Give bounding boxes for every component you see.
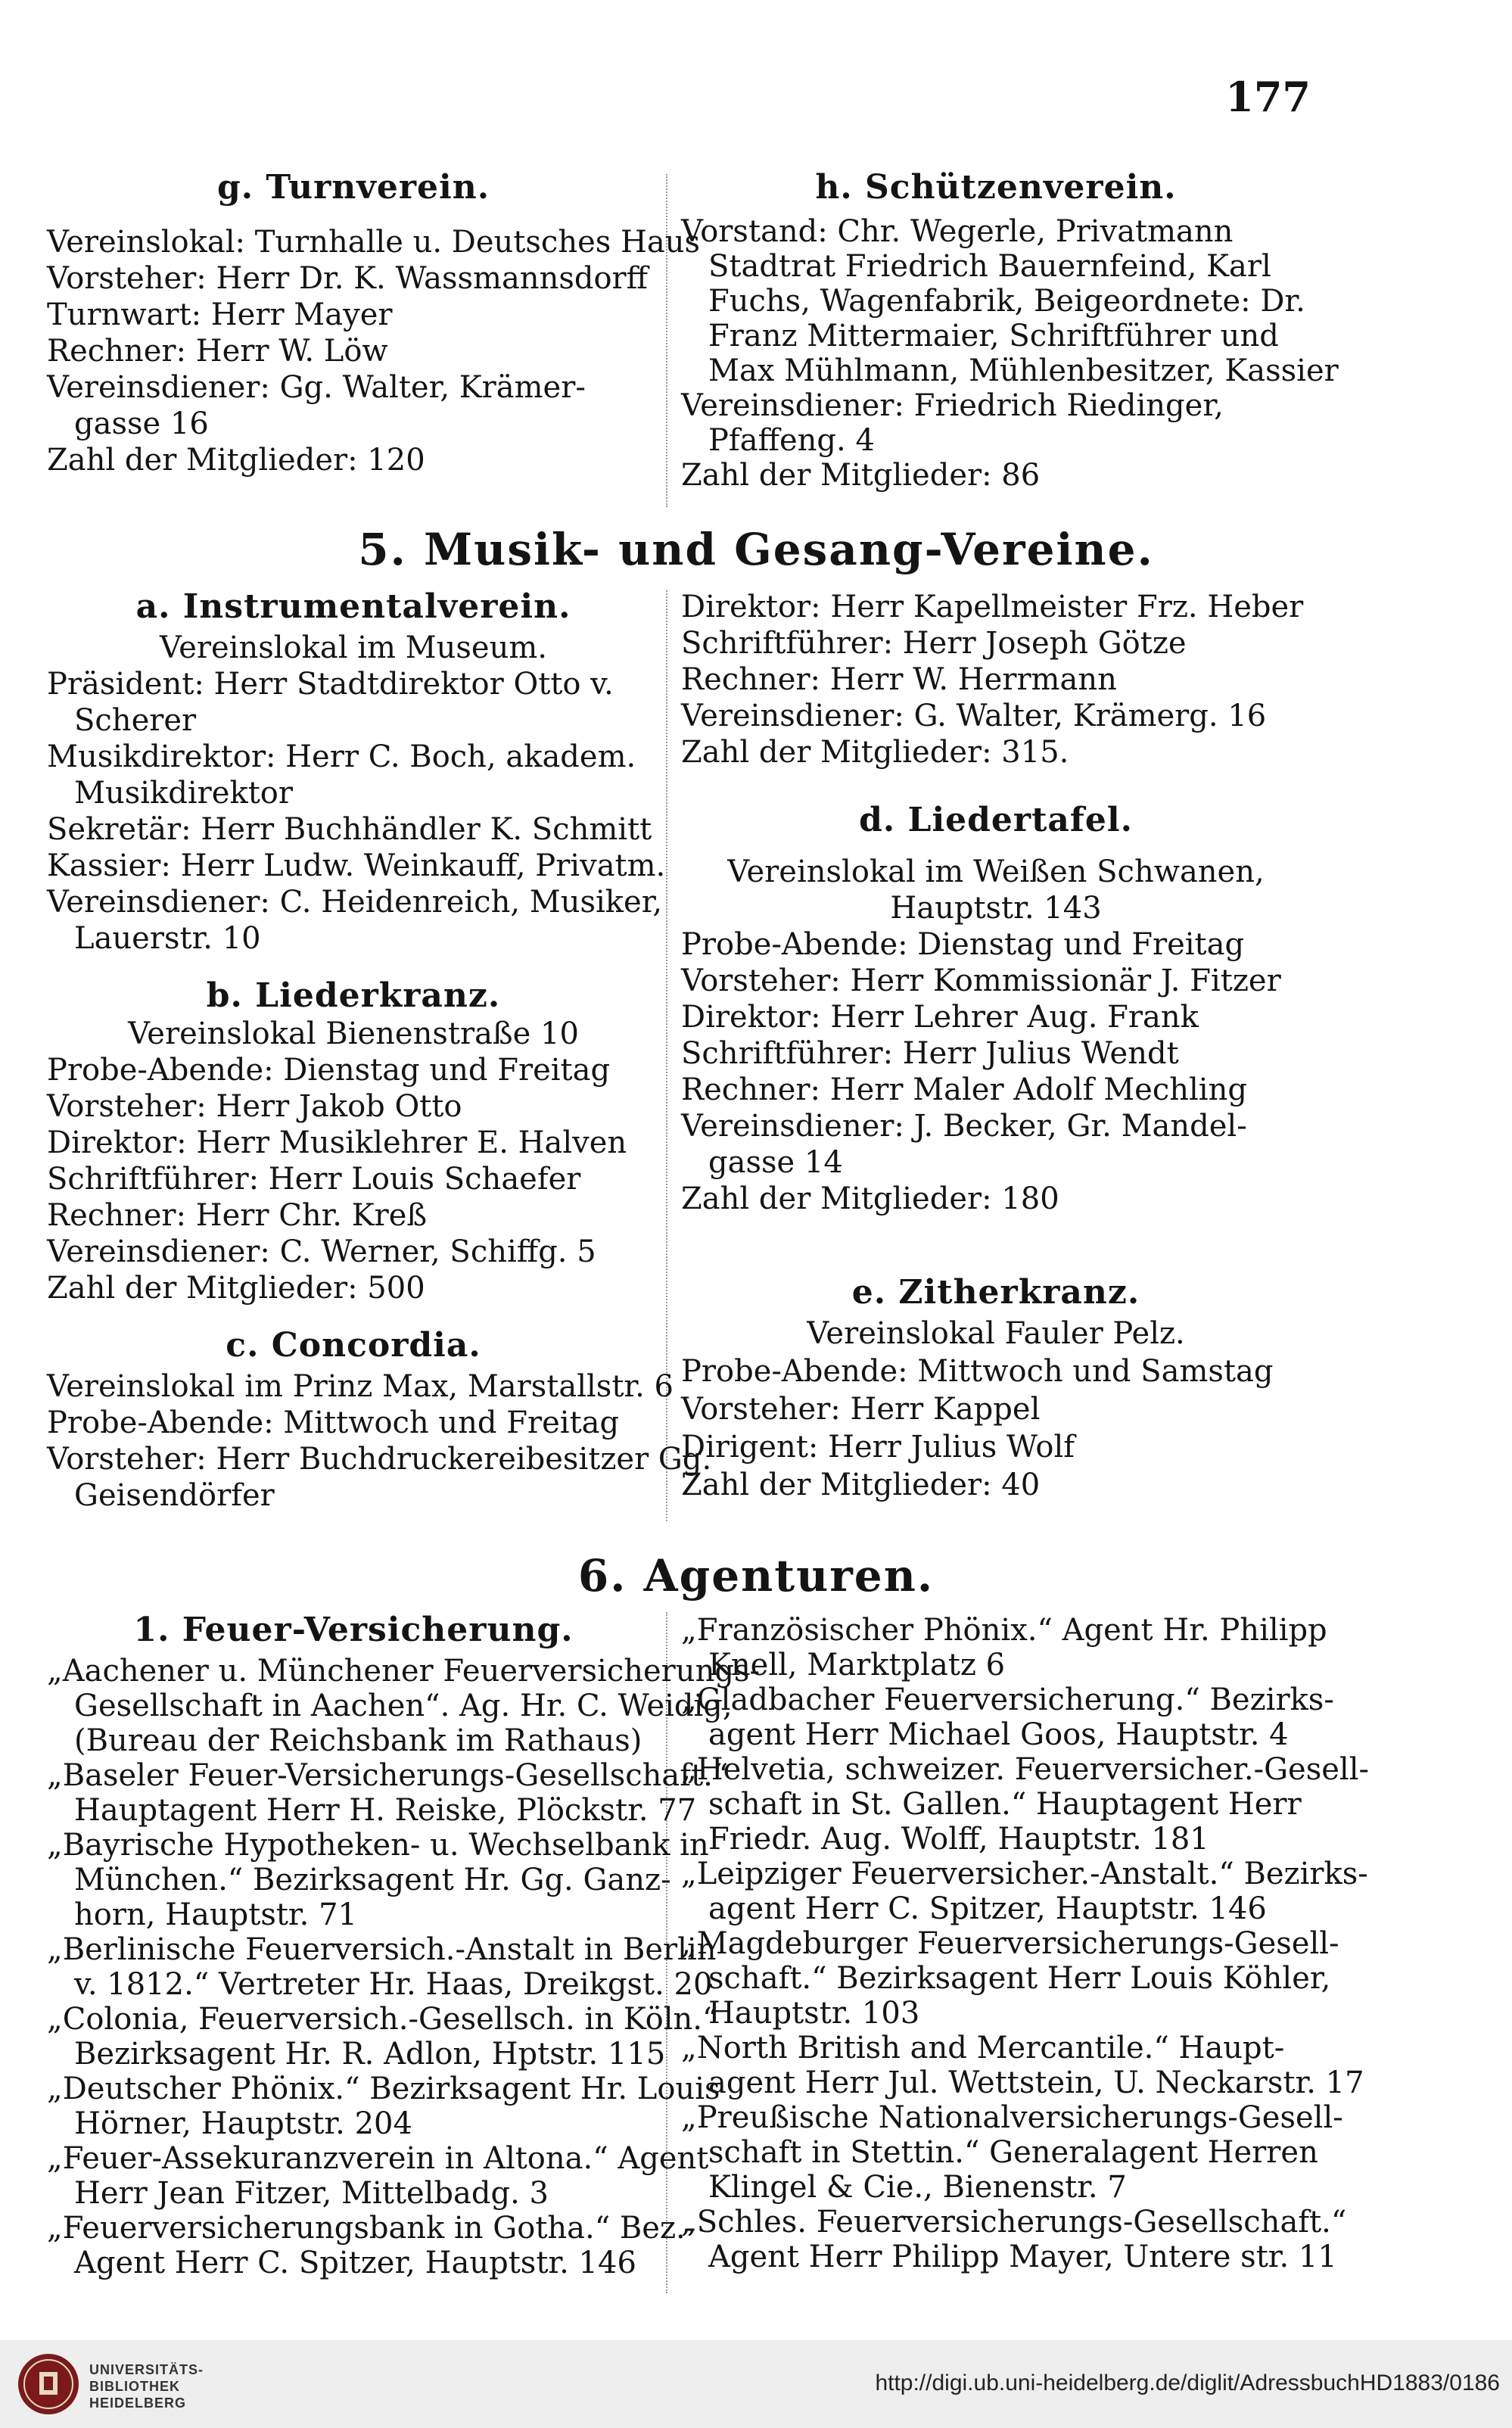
text-line: „Feuer-Assekuranzverein in Altona.“ Agent (47, 2141, 709, 2176)
text-line: gasse 16 (74, 406, 209, 441)
block-title: g. Turnverein. (216, 168, 490, 207)
block-title: h. Schützenverein. (815, 168, 1177, 207)
text-line: Herr Jean Fitzer, Mittelbadg. 3 (74, 2176, 549, 2211)
text-line: Probe-Abende: Mittwoch und Freitag (47, 1405, 620, 1440)
text-line: Gesellschaft in Aachen“. Ag. Hr. C. Weidig, (74, 1689, 733, 1723)
text-line: Rechner: Herr W. Herrmann (681, 662, 1117, 697)
text-line: Direktor: Herr Lehrer Aug. Frank (681, 1000, 1199, 1035)
page-number: 177 (1225, 73, 1311, 121)
text-line: schaft in Stettin.“ Generalagent Herren (708, 2135, 1318, 2170)
text-line: Präsident: Herr Stadtdirektor Otto v. (47, 667, 614, 702)
text-line: Vereinsdiener: Friedrich Riedinger, (681, 388, 1224, 423)
text-line: Vereinslokal im Weißen Schwanen, (727, 854, 1265, 889)
text-line: „Deutscher Phönix.“ Bezirksagent Hr. Louis (47, 2072, 720, 2106)
text-line: Scherer (74, 703, 197, 738)
text-line: „Colonia, Feuerversich.-Gesellsch. in Köln.“ (47, 2002, 718, 2037)
text-line: agent Herr Michael Goos, Hauptstr. 4 (708, 1717, 1289, 1752)
text-line: Rechner: Herr Chr. Kreß (47, 1198, 428, 1233)
text-line: horn, Hauptstr. 71 (74, 1897, 357, 1932)
column-separator (666, 174, 667, 507)
university-seal-icon (17, 2352, 80, 2416)
text-line: „Französischer Phönix.“ Agent Hr. Philipp (681, 1613, 1327, 1648)
text-line: „Leipziger Feuerversicher.-Anstalt.“ Bezirks- (681, 1857, 1368, 1891)
text-line: Vorsteher: Herr Buchdruckereibesitzer Gg. (47, 1442, 712, 1477)
text-line: Agent Herr Philipp Mayer, Untere str. 11 (708, 2240, 1337, 2274)
footer-logo-text (89, 2361, 204, 2411)
text-line: (Bureau der Reichsbank im Rathaus) (74, 1723, 642, 1758)
text-line: Sekretär: Herr Buchhändler K. Schmitt (47, 812, 652, 847)
text-line: „Preußische Nationalversicherungs-Gesell- (681, 2100, 1343, 2135)
text-line: v. 1812.“ Vertreter Hr. Haas, Dreikgst. 20 (74, 1967, 713, 2002)
text-line: Schriftführer: Herr Julius Wendt (681, 1036, 1179, 1071)
footer-url-link[interactable]: http://digi.ub.uni-heidelberg.de/diglit/AdressbuchHD1883/0186 (875, 2370, 1500, 2395)
text-line: Vereinsdiener: Gg. Walter, Krämer- (47, 370, 586, 405)
text-line: Vereinslokal Bienenstraße 10 (128, 1016, 579, 1051)
text-line: Friedr. Aug. Wolff, Hauptstr. 181 (708, 1822, 1209, 1857)
footer-logo-line: BIBLIOTHEK (89, 2379, 180, 2394)
text-line: Vereinslokal im Museum. (160, 630, 547, 665)
text-line: Hauptagent Herr H. Reiske, Plöckstr. 77 (74, 1793, 697, 1828)
block-title: d. Liedertafel. (859, 801, 1133, 839)
text-line: Direktor: Herr Kapellmeister Frz. Heber (681, 590, 1304, 624)
text-line: schaft.“ Bezirksagent Herr Louis Köhler, (708, 1961, 1331, 1996)
text-line: Vereinslokal im Prinz Max, Marstallstr. 6 (47, 1369, 674, 1404)
text-line: Probe-Abende: Dienstag und Freitag (681, 927, 1245, 962)
text-line: Klingel & Cie., Bienenstr. 7 (708, 2170, 1127, 2205)
text-line: Zahl der Mitglieder: 500 (47, 1271, 425, 1306)
text-line: Zahl der Mitglieder: 86 (681, 458, 1041, 493)
text-line: Hörner, Hauptstr. 204 (74, 2106, 412, 2141)
text-line: „Aachener u. Münchener Feuerversicherungs- (47, 1654, 760, 1689)
text-line: „Baseler Feuer-Versicherungs-Gesellschaft.“ (47, 1758, 729, 1793)
section-heading: 5. Musik- und Gesang-Vereine. (358, 524, 1154, 575)
text-line: Fuchs, Wagenfabrik, Beigeordnete: Dr. (708, 284, 1305, 319)
block-title: c. Concordia. (226, 1326, 481, 1365)
text-line: agent Herr C. Spitzer, Hauptstr. 146 (708, 1891, 1267, 1926)
text-line: Probe-Abende: Mittwoch und Samstag (681, 1354, 1274, 1389)
text-line: Vorstand: Chr. Wegerle, Privatmann (681, 214, 1234, 249)
text-line: „Helvetia, schweizer. Feuerversicher.-Gesell- (681, 1752, 1370, 1787)
text-line: Vereinsdiener: C. Werner, Schiffg. 5 (47, 1234, 596, 1269)
text-line: Schriftführer: Herr Joseph Götze (681, 626, 1187, 661)
text-line: Direktor: Herr Musiklehrer E. Halven (47, 1125, 627, 1160)
footer-logo-line: UNIVERSITÄTS- (89, 2362, 204, 2377)
text-line: Vorsteher: Herr Jakob Otto (47, 1089, 462, 1124)
footer-bar (0, 2340, 1512, 2428)
text-line: Turnwart: Herr Mayer (47, 297, 393, 332)
text-line: Vorsteher: Herr Kommissionär J. Fitzer (681, 963, 1281, 998)
text-line: Vereinsdiener: C. Heidenreich, Musiker, (47, 885, 663, 920)
text-line: Vorsteher: Herr Dr. K. Wassmannsdorff (47, 261, 649, 296)
text-line: Hauptstr. 103 (708, 1996, 920, 2031)
text-line: Geisendörfer (74, 1478, 275, 1513)
text-line: Zahl der Mitglieder: 40 (681, 1468, 1041, 1502)
text-line: „Feuerversicherungsbank in Gotha.“ Bez.- (47, 2211, 696, 2246)
text-line: Schriftführer: Herr Louis Schaefer (47, 1162, 581, 1197)
text-line: Bezirksagent Hr. R. Adlon, Hptstr. 115 (74, 2037, 666, 2072)
text-line: München.“ Bezirksagent Hr. Gg. Ganz- (74, 1863, 671, 1897)
footer-logo-line: HEIDELBERG (89, 2395, 187, 2411)
text-line: Probe-Abende: Dienstag und Freitag (47, 1053, 611, 1088)
text-line: Hauptstr. 143 (890, 891, 1102, 926)
text-line: Zahl der Mitglieder: 315. (681, 735, 1069, 770)
text-line: Pfaffeng. 4 (708, 423, 875, 458)
block-title: e. Zitherkranz. (851, 1273, 1140, 1312)
text-line: „Bayrische Hypotheken- u. Wechselbank in (47, 1828, 709, 1863)
block-title: a. Instrumentalverein. (135, 587, 571, 626)
text-line: Max Mühlmann, Mühlenbesitzer, Kassier (708, 353, 1339, 388)
text-line: Vereinslokal Fauler Pelz. (807, 1316, 1185, 1351)
text-line: Lauerstr. 10 (74, 921, 261, 956)
block-title: b. Liederkranz. (206, 976, 501, 1015)
text-line: Agent Herr C. Spitzer, Hauptstr. 146 (74, 2246, 636, 2280)
text-line: Musikdirektor: Herr C. Boch, akadem. (47, 739, 636, 774)
text-line: „Gladbacher Feuerversicherung.“ Bezirks- (681, 1682, 1334, 1717)
text-line: Vereinsdiener: J. Becker, Gr. Mandel- (681, 1109, 1247, 1144)
text-line: Vereinsdiener: G. Walter, Krämerg. 16 (681, 699, 1267, 733)
text-line: „Berlinische Feuerversich.-Anstalt in Berlin (47, 1932, 717, 1967)
text-line: „Schles. Feuerversicherungs-Gesellschaft.“ (681, 2205, 1347, 2240)
text-line: Franz Mittermaier, Schriftführer und (708, 319, 1279, 353)
section-heading: 6. Agenturen. (577, 1550, 935, 1602)
text-line: agent Herr Jul. Wettstein, U. Neckarstr. 17 (708, 2065, 1364, 2100)
text-line: Vorsteher: Herr Kappel (681, 1392, 1041, 1427)
block-title: 1. Feuer-Versicherung. (133, 1611, 574, 1649)
text-line: Rechner: Herr Maler Adolf Mechling (681, 1072, 1247, 1107)
text-line: Musikdirektor (74, 776, 293, 811)
text-line: Stadtrat Friedrich Bauernfeind, Karl (708, 249, 1271, 284)
text-line: gasse 14 (708, 1145, 843, 1180)
text-line: Vereinslokal: Turnhalle u. Deutsches Haus (47, 225, 701, 260)
text-line: schaft in St. Gallen.“ Hauptagent Herr (708, 1787, 1302, 1822)
text-line: Zahl der Mitglieder: 180 (681, 1181, 1059, 1216)
text-line: Zahl der Mitglieder: 120 (47, 443, 425, 478)
text-line: Kassier: Herr Ludw. Weinkauff, Privatm. (47, 848, 666, 883)
text-line: „Magdeburger Feuerversicherungs-Gesell- (681, 1926, 1339, 1961)
text-line: Knell, Marktplatz 6 (708, 1648, 1006, 1682)
text-line: Rechner: Herr W. Löw (47, 334, 388, 369)
text-line: Dirigent: Herr Julius Wolf (681, 1430, 1075, 1465)
text-line: „North British and Mercantile.“ Haupt- (681, 2031, 1285, 2065)
